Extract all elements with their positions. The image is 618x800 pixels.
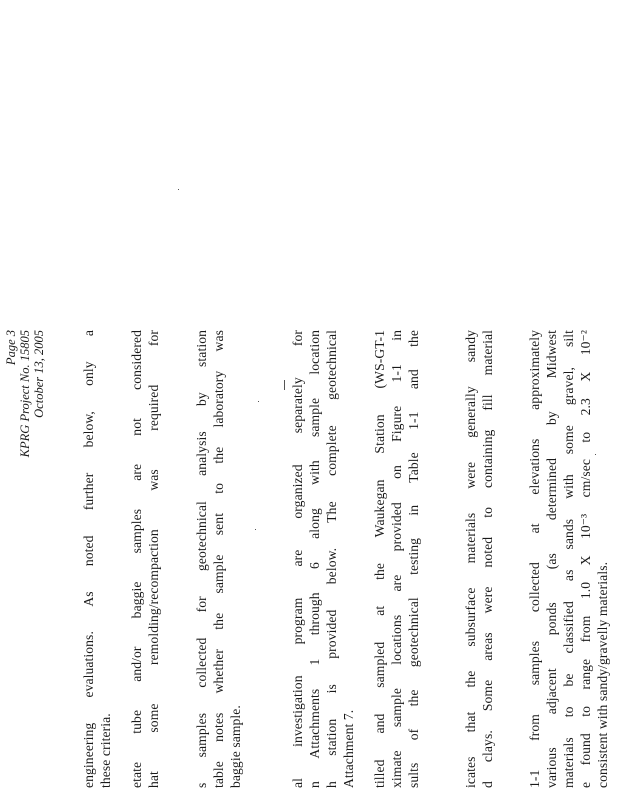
text-line: etate tube and/or baggie samples are not considered: [129, 330, 144, 788]
text-line: al investigation program are organized separately for: [290, 330, 305, 788]
text-line: consistent with sandy/gravelly materials.: [595, 561, 610, 788]
scan-speck: [284, 380, 285, 390]
text-line: these criteria.: [98, 713, 113, 788]
text-line: h station is provided below. The complete geotechnical: [324, 330, 339, 788]
text-line: sults of the geotechnical testing in Table 1-1 and the: [406, 330, 421, 788]
text-line: Attachment 7.: [341, 709, 356, 788]
scan-speck: [258, 401, 259, 402]
text-line: table notes whether the sample sent to the laboratory was: [211, 330, 226, 788]
text-line: icates that the subsurface materials were generally sandy: [463, 330, 478, 788]
header-date: October 13, 2005: [32, 330, 46, 418]
text-line: tilled and sampled at the Waukegan Station (WS-GT-1: [372, 330, 387, 788]
scan-speck: [595, 454, 596, 455]
text-line: materials to be classified as sands with some gravel, silt: [561, 330, 576, 788]
text-line: baggie sample.: [228, 705, 243, 788]
text-line: ximate sample locations are provided on Figure 1-1 in: [389, 330, 404, 788]
text-line: e found to range from 1.0 X 10⁻³ cm/sec to 2.3 X 10⁻²: [578, 330, 593, 788]
text-line: 1-1 from samples collected at elevations approximately: [527, 330, 542, 788]
text-line: engineering evaluations. As noted further below, only a: [81, 330, 96, 788]
text-line: various adjacent ponds (as determined by Midwest: [544, 330, 559, 788]
header-page-number: Page 3: [4, 330, 18, 366]
text-line: n Attachments 1 through 6 along with sample location: [307, 330, 322, 788]
text-line: s samples collected for geotechnical analysis by station: [194, 330, 209, 788]
scan-speck: [178, 189, 179, 190]
header-project-number: KPRG Project No. 15805: [18, 330, 32, 458]
text-line: d clays. Some areas were noted to containing fill material: [480, 330, 495, 788]
text-line: hat some remolding/recompaction was required for: [146, 330, 161, 788]
scan-speck: [255, 529, 256, 530]
